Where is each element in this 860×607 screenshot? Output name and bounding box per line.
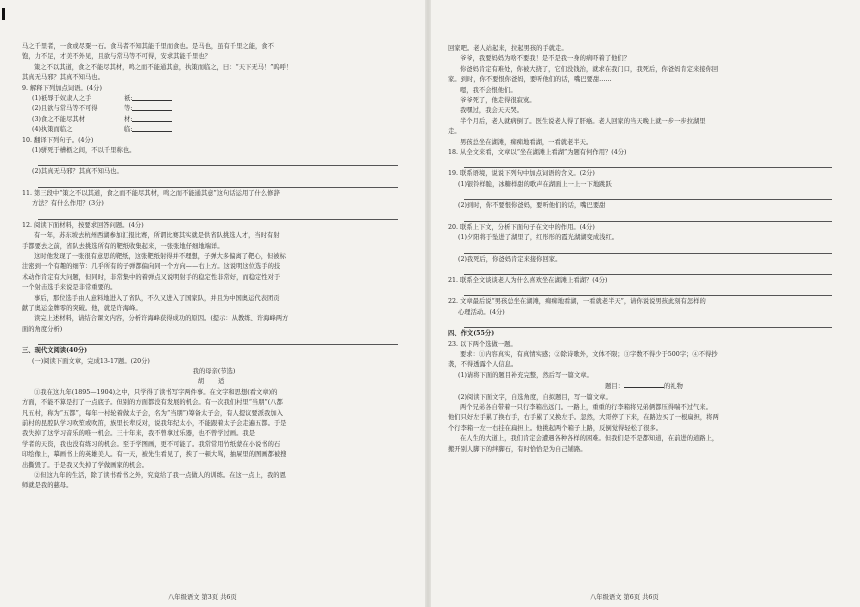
title-blank[interactable] bbox=[624, 381, 664, 388]
answer-line[interactable] bbox=[38, 210, 398, 220]
q10-sentence-1: (1)骈死于槽枥之间，不以千里称也。 bbox=[32, 147, 136, 155]
q20-sentence-2: (2)我死后，你爸妈肯定来接你回家。 bbox=[458, 255, 562, 263]
q12-text: 术动作肯定有大问题，但同时，非常集中的着弹点又说明射手的稳定性非常好，而稳定性对于 bbox=[22, 273, 281, 281]
q19-title: 19. 联系语境，说说下列句中加点词语的含义。(2分) bbox=[448, 170, 595, 178]
q11-line: 11. 第三段中“策之不以其道，食之而不能尽其材，鸣之而不能通其意”这句话运用了什么修辞 bbox=[22, 189, 280, 197]
q12-text: 一个射击选手来说是非常重要的。 bbox=[22, 284, 117, 292]
story-text: 爷爷死了，他走得很寂寞。 bbox=[460, 97, 536, 105]
story-text: 家。到时，你不要恨你爸妈，要听他们的话，嘴巴要甜…… bbox=[448, 76, 612, 84]
q12-title: 12. 阅读下面材料，按要求回答问题。(4分) bbox=[22, 221, 144, 229]
answer-line[interactable] bbox=[38, 178, 398, 188]
story-text: 嗯，我不会恨他们。 bbox=[460, 86, 517, 94]
q21: 21. 联系全文谈谈老人为什么喜欢坐在湖滩上看湖？(4分) bbox=[448, 276, 608, 284]
article-text: 出撕毁了。于是我又失掉了学做画家的机会。 bbox=[22, 461, 148, 469]
q12-text: 手都要去之前，省队去挑选所有的靶纸收集起来，一张张地仔细地端详。 bbox=[22, 242, 224, 250]
answer-blank[interactable] bbox=[132, 125, 172, 132]
story-text: 回家吧。老人站起来，拉起男孩的手就走。 bbox=[448, 45, 568, 52]
q9-item: (1)祇辱于奴隶人之手 祇: bbox=[32, 94, 406, 104]
q11-line: 方法？有什么作用？(3分) bbox=[32, 200, 104, 208]
story-text: 男孩总坐在湖滩，痴痴地看湖，一看就老半天。 bbox=[460, 138, 593, 146]
requirements: 袭，不得透露个人信息。 bbox=[448, 361, 518, 369]
answer-line[interactable] bbox=[38, 156, 398, 166]
q12-text: 注密到一个有趣的细节：几乎所有的子弹都偏向同一个方向——右上方。这说明这位选手的技 bbox=[22, 263, 281, 271]
intro-line: 策之不以其道，食之不能尽其材，鸣之而不能通其意，执策而临之，曰：“天下无马！”呜呼！ bbox=[34, 63, 293, 71]
article-title: 我的母亲(节选) bbox=[192, 367, 236, 375]
intro-line: 马之千里者，一食或尽粟一石。食马者不知其能千里而食也。是马也，虽有千里之能，食不 bbox=[22, 43, 274, 50]
article-text: ①我在这九年(1895—1904)之中，只学得了读书写字两件事。在文字和思想(看文章)的 bbox=[34, 388, 278, 396]
q10-sentence-2: (2)其真无马邪？其真不知马也。 bbox=[32, 168, 123, 176]
option-2-text: 搬开别人脚下的绊脚石，有时恰恰是为自己铺路。 bbox=[448, 445, 587, 453]
story-text: 你爸妈肯定有难处，你被大挠了，它们没钱治，就求在我门口，我死后，你爸妈肯定来接你回 bbox=[460, 65, 719, 73]
q10-title: 10. 翻译下列句子。(4分) bbox=[22, 136, 94, 144]
intro-line: 其真无马邪？其真不知马也。 bbox=[22, 74, 104, 82]
q12-text: 面的角度分析) bbox=[22, 325, 63, 333]
option-1: (1)请将下面的题目补充完整，然后写一篇文章。 bbox=[458, 371, 593, 379]
option-2-text: 两个兄弟各自带着一只行李箱出远门。一路上，重重的行李箱将兄弟俩都压得喘不过气来。 bbox=[460, 403, 712, 411]
section-title: 四、作文(55分) bbox=[448, 330, 495, 338]
page-footer: 八年级语文 第6页 共6页 bbox=[590, 594, 659, 601]
article-text: 凡五村，称为“五都”，每年一村轮着做太子会，名为“当朋”)筹备太子会，有人提议要派我加入 bbox=[22, 409, 283, 417]
story-text: 走。 bbox=[448, 128, 461, 136]
q23: 23. 以下两个选做一题。 bbox=[448, 340, 517, 348]
intro-line: 饱，力不足，才美不外见，且欲与常马等不可得，安求其能千里也？ bbox=[22, 53, 211, 61]
answer-blank[interactable] bbox=[132, 115, 172, 122]
q12-text: 事后，那位选手由人意料地进入了省队，不久又进入了国家队，并且为中国奥运代表团贡 bbox=[34, 294, 280, 302]
article-text: 学者的天资，我也没有练习的机会。至于学图画，更不可能了。我常常用竹纸蒙在小说书的石 bbox=[22, 440, 281, 448]
q19-sentence-1: (1)银铃样脆，冰糖样甜的歌声在湖面上一上一下地跳跃 bbox=[458, 180, 612, 188]
answer-blank[interactable] bbox=[132, 104, 172, 111]
option-2-text: 个行李箱一左一右挂在扁担上。他挑起两个箱子上路，反倒觉得轻松了很多。 bbox=[448, 424, 663, 432]
left-column bbox=[22, 42, 406, 492]
q9-title: 9. 解释下列加点词语。(4分) bbox=[22, 84, 102, 92]
right-column bbox=[448, 44, 840, 455]
q20-sentence-1: (1)夕阳将于坠进了湖里了，红彤彤的霞光湖湖变成浅红。 bbox=[458, 234, 619, 242]
option-1-title: 题目： 的礼物 bbox=[605, 383, 683, 391]
answer-line[interactable] bbox=[464, 318, 832, 328]
page-footer: 八年级语文 第3页 共6页 bbox=[168, 594, 237, 601]
answer-blank[interactable] bbox=[132, 94, 172, 101]
article-text: ②但这九年的生活，除了读书看书之外，究竟给了我一点做人的训练。在这一点上，我的恩 bbox=[34, 472, 286, 480]
answer-line[interactable] bbox=[464, 286, 832, 296]
answer-line[interactable] bbox=[464, 265, 832, 275]
q22-line: 22. 文章最后说“男孩总坐在湖滩，痴痴地看湖，一看就老半天”，请你说说男孩此刻有怎样的 bbox=[448, 298, 706, 306]
page-right bbox=[430, 0, 860, 607]
article-text: 师就是我的慈母。 bbox=[22, 482, 73, 490]
option-2-text: 在人生的大道上，我们肯定会遭遇各种各样的困难。但我们是不是都知道，在前进的道路上， bbox=[460, 435, 719, 443]
option-2-text: 他们只好左手累了换右手，右手累了又换左手。忽然，大哥停了下来，在路边买了一根扁担，将两 bbox=[448, 414, 719, 422]
article-text: 印绘像上，摹画书上的英雄美人。有一天，被先生看见了，挨了一顿大骂，抽屉里的图画都被搜 bbox=[22, 451, 287, 459]
answer-line[interactable] bbox=[38, 335, 398, 345]
q9-item: (2)且欲与常马等不可得 等: bbox=[32, 104, 406, 114]
page-left bbox=[0, 0, 426, 607]
q18: 18. 从全文来看，文章以“坐在湖滩上看湖”为题有何作用？(4分) bbox=[448, 149, 627, 157]
article-text: 前村的昆腔队学习吹笙或吹笛，族里长辈反对，说我年纪太小，不能跟着太子会走遍五都。于是 bbox=[22, 420, 287, 427]
q22-line: 心理活动。(4分) bbox=[458, 308, 505, 316]
q12-text: 读完上述材料，请结合课文内容，分析许海峰获得成功的原因。(提示：从教练、许海峰两方 bbox=[34, 315, 289, 323]
article-text: 方面，不能不算是打了一点底子。但别的方面都没有发展的机会。有一次我们村里“当朋”(八都 bbox=[22, 399, 283, 407]
answer-line[interactable] bbox=[464, 190, 832, 200]
q19-sentence-2: (2)到时，你不要恨你爸妈，要听他们的话，嘴巴要甜 bbox=[458, 202, 606, 210]
section-title: 三、现代文阅读(40分) bbox=[22, 347, 88, 355]
option-2: (2)阅读下面文字，自选角度，自拟题目，写一篇文章。 bbox=[458, 393, 612, 401]
q9-item: (4)执策而临之 临: bbox=[32, 125, 406, 135]
section-subtitle: (一)阅读下面文章，完成13-17题。(20分) bbox=[32, 357, 150, 365]
q12-text: 献了奥运金牌零的突破。他，就是许海峰。 bbox=[22, 304, 142, 312]
q12-text: 这时他发现了一张很有意思的靶纸，这张靶纸射得并不理想，子弹大多偏离了靶心，但被标 bbox=[34, 252, 286, 260]
article-text: 我失掉了这学习音乐的唯一机会。三十年来，我不曾拿过乐器，也不曾学过画。我是 bbox=[22, 430, 255, 438]
answer-line[interactable] bbox=[464, 244, 832, 254]
answer-line[interactable] bbox=[464, 212, 832, 222]
requirements: 要求：①内容真实，有真情实感；②除诗歌外，文体不限；③字数不得少于500字；④不得抄 bbox=[460, 350, 718, 358]
q20-title: 20. 联系上下文，分析下面句子在文中的作用。(4分) bbox=[448, 223, 595, 231]
answer-line[interactable] bbox=[464, 158, 832, 168]
story-text: 半个月后，老人就病倒了。医生说老人得了肝癌。老人回家的当天晚上就一步一步拉湖里 bbox=[460, 117, 706, 125]
q9-item: (3)食之不能尽其材 材: bbox=[32, 115, 406, 125]
story-text: 我嘿过，我会天天哭。 bbox=[460, 107, 523, 115]
article-author: 胡 适 bbox=[197, 378, 231, 386]
q12-text: 有一年，苏东坡去杭州西湖参加汇报比赛，所谓比赛其实就是供省队挑选人才，当时有射 bbox=[34, 232, 280, 240]
story-text: 爷爷，我要妈妈为啥不要我！是不是我一身的病吓着了他们？ bbox=[460, 55, 631, 63]
